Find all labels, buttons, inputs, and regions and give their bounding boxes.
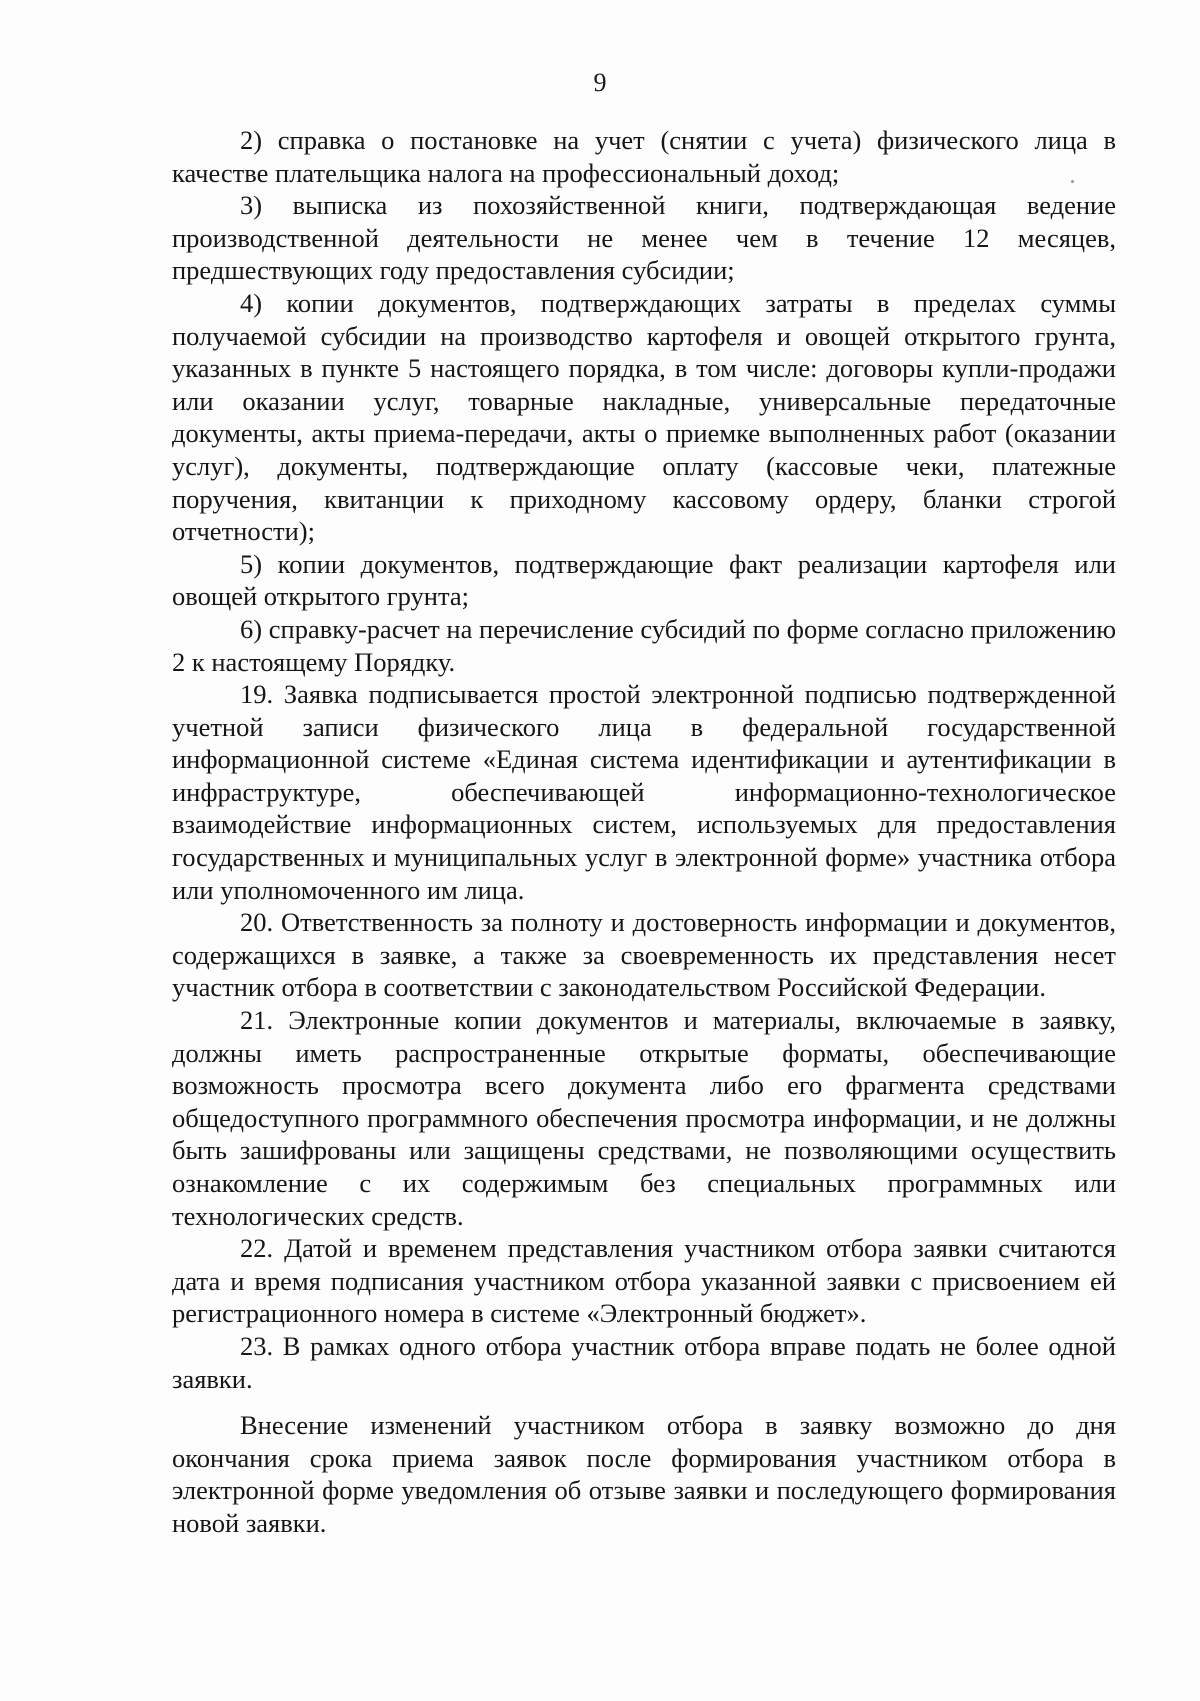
paragraph-item-5: 5) копии документов, подтверждающие факт реализации картофеля или овощей открытого грунта; <box>172 548 1116 612</box>
paragraph-clause-20: 20. Ответственность за полноту и достоверность информации и документов, содержащихся в заявке, а также за своевременность их представления несет участник отбора в соответствии с законодательством Российской Федерации. <box>172 907 1116 1003</box>
paragraph-amendment: Внесение изменений участником отбора в заявку возможно до дня окончания срока приема заявок после формирования участником отбора в электронной форме уведомления об отзыве заявки и последующего формирования новой заявки. <box>172 1410 1116 1538</box>
paragraph-item-6: 6) справку-расчет на перечисление субсидий по форме согласно приложению 2 к настоящему Порядку. <box>172 613 1116 677</box>
document-body <box>172 124 1116 1540</box>
paragraph-item-3: 3) выписка из похозяйственной книги, подтверждающая ведение производственной деятельности не менее чем в течение 12 месяцев, предшествующих году предоставления субсидии; <box>172 190 1116 286</box>
page-number: 9 <box>593 68 607 97</box>
paragraph-clause-19: 19. Заявка подписывается простой электронной подписью подтвержденной учетной записи физического лица в федеральной государственной информационной системе «Единая система идентификации и аутентификации в инфраструктуре, обеспечивающей информационно-технологическое взаимодействие информационных систем, используемых для предоставления государственных и муниципальных услуг в электронной форме» участника отбора или уполномоченного им лица. <box>172 679 1116 905</box>
paragraph-clause-23: 23. В рамках одного отбора участник отбора вправе подать не более одной заявки. <box>172 1330 1116 1394</box>
paragraph-item-2: 2) справка о постановке на учет (снятии с учета) физического лица в качестве плательщика налога на профессиональный доход; <box>172 125 1116 188</box>
paragraph-item-4: 4) копии документов, подтверждающих затраты в пределах суммы получаемой субсидии на производство картофеля и овощей открытого грунта, указанных в пункте 5 настоящего порядка, в том числе: договоры купли-продажи или оказании услуг, товарные накладные, универсальные передаточные документы, акты приема-передачи, акты о приемке выполненных работ (оказании услуг), документы, подтверждающие оплату (кассовые чеки, платежные поручения, квитанции к приходному кассовому ордеру, бланки строгой отчетности); <box>172 287 1116 547</box>
paragraph-clause-22: 22. Датой и временем представления участником отбора заявки считаются дата и время подписания участником отбора указанной заявки с присвоением ей регистрационного номера в системе «Электронный бюджет». <box>172 1233 1116 1329</box>
paragraph-clause-21: 21. Электронные копии документов и материалы, включаемые в заявку, должны иметь распространенные открытые форматы, обеспечивающие возможность просмотра всего документа либо его фрагмента средствами общедоступного программного обеспечения просмотра информации, и не должны быть зашифрованы или защищены средствами, не позволяющими осуществить ознакомление с их содержимым без специальных программных или технологических средств. <box>172 1005 1116 1231</box>
